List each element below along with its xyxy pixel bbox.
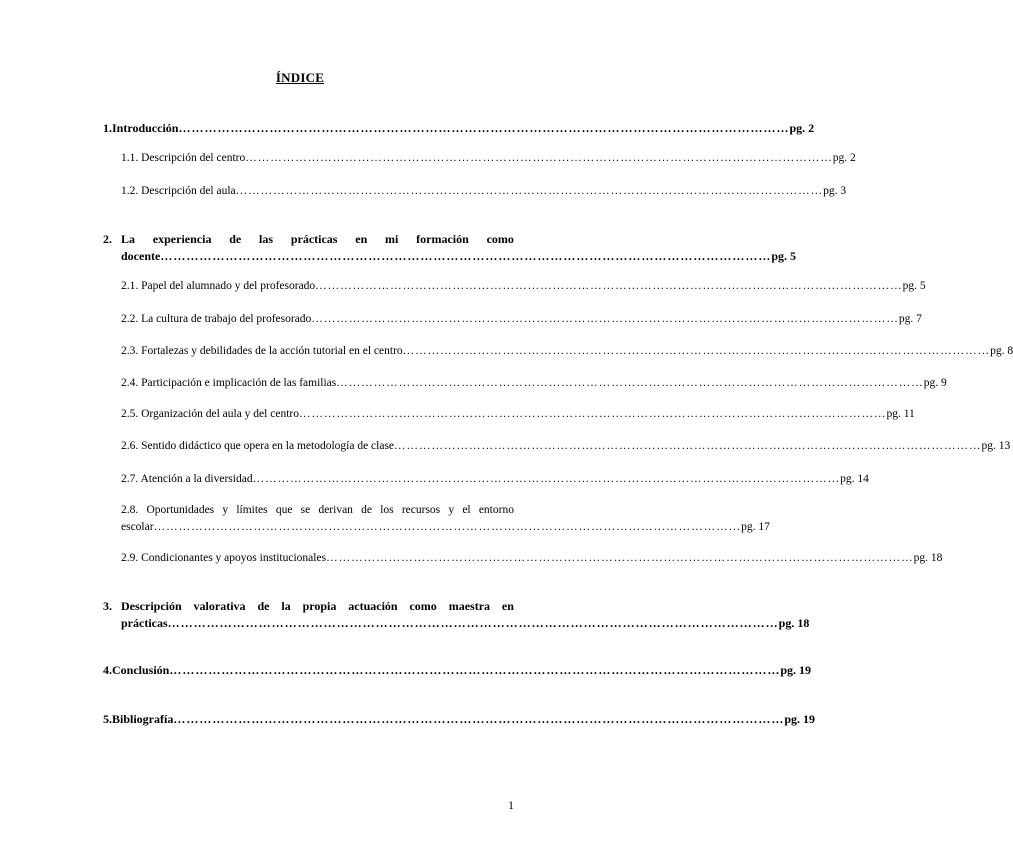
entry-number: 3. [103,599,112,613]
toc-entry-bibliografia[interactable] [103,711,816,728]
dot-leader: …………………………………………………………………………………………………………………………… [167,616,779,630]
toc-entry-2-1[interactable] [121,278,926,295]
entry-page: pg. 14 [840,473,869,485]
word: de [257,599,270,613]
toc-entry-2-9[interactable] [121,550,943,567]
dot-leader: …………………………………………………………………………………………………………………………… [326,552,914,564]
entry-page: pg. 5 [902,280,926,292]
entry-title: 2.1. Papel del alumnado y del profesorado [121,280,316,292]
entry-title-line-1 [103,598,514,615]
entry-page: pg. 2 [832,152,856,164]
entry-page: pg. 2 [789,121,815,135]
entry-title: 1.2. Descripción del aula [121,185,236,197]
entry-page: pg. 18 [913,552,943,564]
entry-title: 2.6. Sentido didáctico que opera en la metodología de clase [121,440,395,452]
toc-entry-2-2[interactable] [121,311,922,328]
word: el [462,504,471,516]
word: y [222,504,229,516]
toc-entry-1-2[interactable] [121,183,847,200]
dot-leader: …………………………………………………………………………………………………………………………… [298,408,887,420]
word: La [121,232,136,246]
entry-title: 2.5. Organización del aula y del centro [121,408,299,420]
entry-title: Conclusión [112,663,170,677]
word: que [275,504,293,516]
entry-page: pg. 5 [771,249,797,263]
word: de [361,504,372,516]
entry-page: pg. 3 [823,185,847,197]
toc-entry-2-7[interactable] [121,471,869,488]
word: Oportunidades [146,504,215,516]
entry-title-line-2 [103,248,797,265]
word: en [501,599,514,613]
dot-leader: …………………………………………………………………………………………………………………………… [153,521,742,533]
word: actuación [348,599,398,613]
word: como [409,599,437,613]
entry-title-line-1 [103,231,514,248]
entry-title: Introducción [112,121,179,135]
dot-leader: …………………………………………………………………………………………………………………………… [252,473,841,485]
toc-entry-2-4[interactable] [121,375,947,392]
word: valorativa [193,599,246,613]
entry-title-cont: docente [121,249,161,263]
word: recursos [401,504,441,516]
entry-title-line-1 [121,502,514,519]
word: entorno [478,504,514,516]
entry-number: 1. [103,121,112,135]
dot-leader: …………………………………………………………………………………………………………………………… [169,663,781,677]
entry-page: pg. 8 [990,345,1013,357]
word: maestra [448,599,491,613]
entry-title: 2.7. Atención a la diversidad [121,473,253,485]
dot-leader: …………………………………………………………………………………………………………………………… [245,152,833,164]
word: derivan [318,504,353,516]
dot-leader: …………………………………………………………………………………………………………………………… [402,345,991,357]
entry-page: pg. 11 [886,408,915,420]
toc-entry-2-3[interactable] [121,343,1013,360]
dot-leader: …………………………………………………………………………………………………………………………… [160,249,772,263]
toc-entry-introduccion[interactable] [103,120,815,137]
toc-entry-2-5[interactable] [121,406,915,423]
word: la [281,599,291,613]
word: 2.8. [121,504,139,516]
entry-page: pg. 9 [923,377,947,389]
word: en [355,232,368,246]
entry-title-line-2 [103,615,810,632]
entry-number: 5. [103,712,112,726]
word: límites [236,504,268,516]
word: formación [416,232,469,246]
toc-entry-conclusion[interactable] [103,662,812,679]
word: prácticas [290,232,338,246]
entry-page: pg. 17 [741,521,770,533]
entry-title: 2.9. Condicionantes y apoyos institucionales [121,552,327,564]
word: y [448,504,455,516]
dot-leader: …………………………………………………………………………………………………………………………… [336,377,924,389]
toc-entry-descripcion-valorativa[interactable] [103,598,810,632]
word: las [259,232,274,246]
toc-entry-experiencia[interactable] [103,231,797,265]
dot-leader: …………………………………………………………………………………………………………………………… [173,712,785,726]
dot-leader: …………………………………………………………………………………………………………………………… [315,280,903,292]
toc-entry-1-1[interactable] [121,150,856,167]
word: propia [302,599,337,613]
entry-page: pg. 19 [780,663,812,677]
page-number: 1 [508,798,514,812]
dot-leader: …………………………………………………………………………………………………………………………… [394,440,982,452]
word: como [486,232,514,246]
entry-title: Bibliografía [112,712,174,726]
word: Descripción [121,599,182,613]
dot-leader: …………………………………………………………………………………………………………………………… [311,313,899,325]
dot-leader: …………………………………………………………………………………………………………………………… [235,185,824,197]
toc-title: ÍNDICE [275,70,325,85]
entry-page: pg. 18 [778,616,810,630]
word: se [300,504,311,516]
word: los [380,504,394,516]
entry-page: pg. 13 [981,440,1011,452]
entry-title-line-2 [121,519,770,536]
toc-entry-2-8[interactable] [121,502,770,536]
entry-page: pg. 7 [898,313,922,325]
word: de [229,232,242,246]
entry-title: 2.4. Participación e implicación de las familias [121,377,337,389]
dot-leader: …………………………………………………………………………………………………………………………… [178,121,790,135]
entry-title-cont: escolar [121,521,154,533]
word: experiencia [152,232,212,246]
entry-title: 2.3. Fortalezas y debilidades de la acción tutorial en el centro [121,345,403,357]
entry-title: 2.2. La cultura de trabajo del profesorado [121,313,312,325]
entry-title: 1.1. Descripción del centro [121,152,246,164]
toc-entry-2-6[interactable] [121,438,1011,455]
entry-title-cont: prácticas [121,616,168,630]
word: mi [385,232,399,246]
entry-number: 2. [103,232,112,246]
entry-number: 4. [103,663,112,677]
entry-page: pg. 19 [784,712,816,726]
